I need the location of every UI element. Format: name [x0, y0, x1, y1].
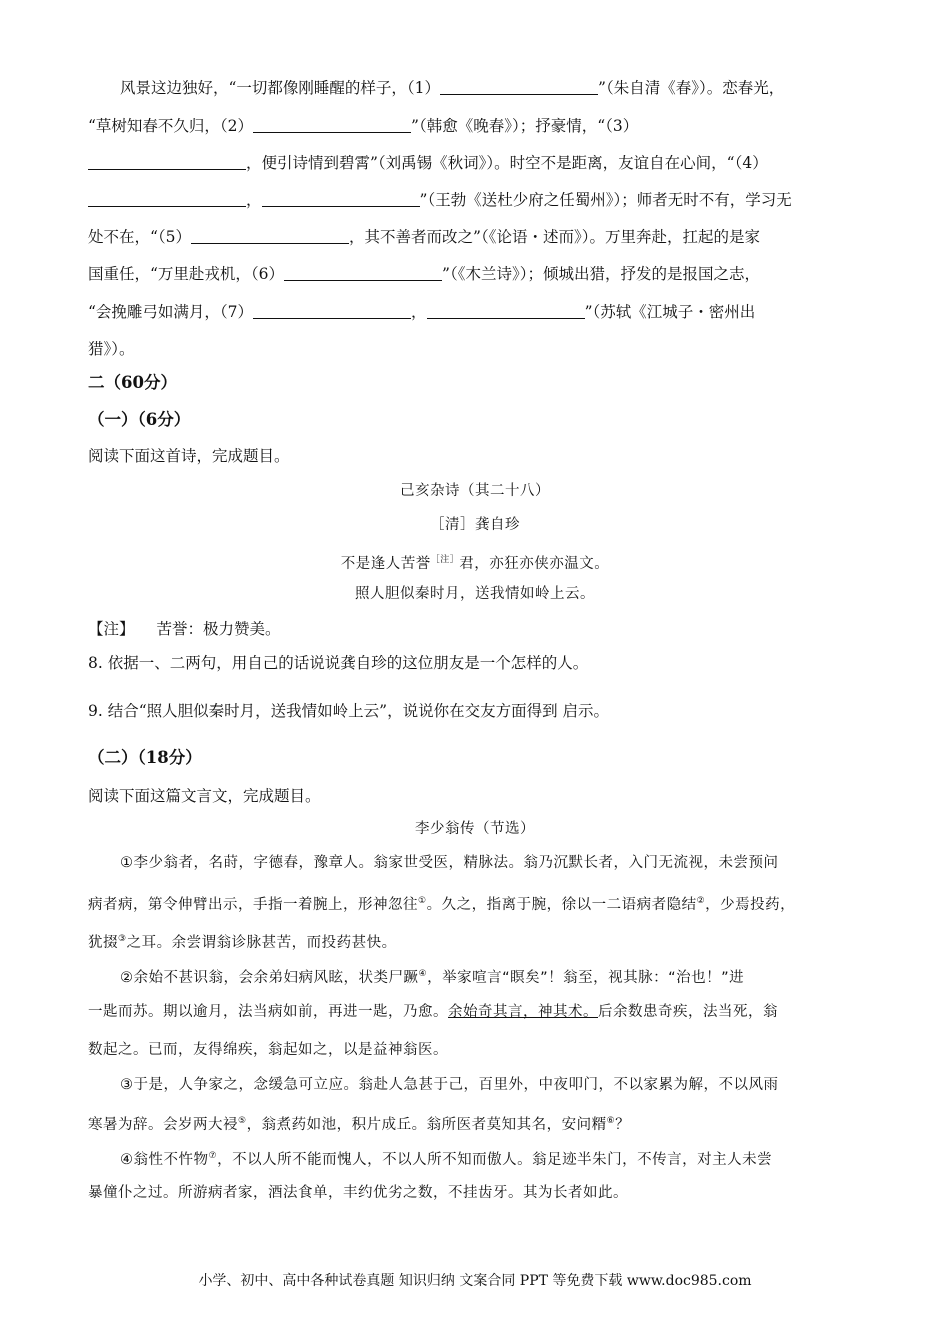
text: ”（王勃《送杜少府之任蜀州》）；师者无时不有，学习无: [419, 191, 792, 209]
part1-title: （一）（6分）: [88, 410, 191, 429]
essay-p1-line-3: [88, 929, 397, 953]
text: ，翁煮药如池，积片成丘。翁所医者莫知其名，安问糈: [246, 1117, 607, 1133]
fill-blank-line-1: [120, 78, 784, 98]
question-8: 8. 依据一、二两句，用自己的话说说龚自珍的这位朋友是一个怎样的人。: [88, 654, 589, 672]
text: 犹掇: [88, 935, 118, 951]
essay-p2-line-2: [88, 1002, 778, 1022]
part1-intro: 阅读下面这首诗，完成题目。: [88, 447, 290, 465]
text: ？: [615, 1117, 631, 1133]
question-9: 9. 结合“照人胆似秦时月，送我情如岭上云”，说说你在交友方面得到 启示。: [88, 702, 609, 720]
text: ”（朱自清《春》）。恋春光，: [598, 79, 785, 97]
text: ，举家喧言“瞑矣”！翁至，视其脉：“治也！”进: [427, 970, 745, 986]
text: ”（《木兰诗》）；倾城出猎，抒发的是报国之志，: [442, 265, 760, 283]
answer-blank-4a[interactable]: [88, 190, 246, 207]
fill-blank-line-7: [88, 302, 755, 322]
text: “草树知春不久归，（2）: [88, 117, 254, 135]
poem-line-1: [0, 550, 950, 574]
note-text: 苦誉：极力赞美。: [156, 620, 281, 638]
text: ，: [411, 303, 427, 321]
text: ，: [246, 191, 262, 209]
answer-blank-1[interactable]: [440, 78, 598, 95]
text: 君，亦狂亦侠亦温文。: [459, 556, 610, 572]
essay-p4-line-2: 暴僮仆之过。所游病者家，酒法食单，丰约优劣之数，不挂齿牙。其为长者如此。: [88, 1185, 628, 1201]
text: 之耳。余尝谓翁诊脉甚苦，而投药甚快。: [126, 935, 397, 951]
essay-p2-line-3: 数起之。已而，友得绵疾，翁起如之，以是益神翁医。: [88, 1042, 448, 1058]
text: 不是逢人苦誉: [340, 556, 431, 572]
poem-line-2: 照人胆似秦时月，送我情如岭上云。: [355, 586, 595, 602]
answer-blank-6[interactable]: [284, 264, 442, 281]
answer-blank-2[interactable]: [253, 116, 411, 133]
footnote-marker: ⑥: [606, 1116, 616, 1126]
part2-intro: 阅读下面这篇文言文，完成题目。: [88, 787, 321, 805]
fill-blank-line-4: [88, 190, 792, 210]
essay-p4-line-1: [120, 1146, 772, 1170]
answer-blank-3[interactable]: [88, 153, 246, 170]
text: 国重任，“万里赴戎机，（6）: [88, 265, 285, 283]
text: ”（韩愈《晚春》）；抒豪情，“（3）: [411, 117, 639, 135]
text: ，便引诗情到碧霄”（刘禹锡《秋词》）。时空不是距离，友谊自在心间，“（4）: [246, 154, 768, 172]
fill-blank-line-5: [88, 227, 760, 247]
text: ”（苏轼《江城子・密州出: [584, 303, 756, 321]
text: ④翁性不忤物: [120, 1152, 209, 1168]
fill-blank-line-8: 猎》）。: [88, 340, 135, 358]
note-label: 【注】: [88, 620, 135, 638]
answer-blank-7a[interactable]: [253, 302, 411, 319]
poem-author: ［清］龚自珍: [430, 517, 520, 533]
text: 处不在，“（5）: [88, 228, 192, 246]
essay-p3-line-2: [88, 1111, 630, 1135]
poem-note: [88, 619, 281, 639]
footnote-marker: ④: [418, 969, 428, 979]
page-footer: 小学、初中、高中各种试卷真题 知识归纳 文案合同 PPT 等免费下载 www.doc985.com: [198, 1273, 752, 1289]
answer-blank-7b[interactable]: [427, 302, 585, 319]
note-marker: ［注］: [430, 555, 460, 565]
text: “会挽雕弓如满月，（7）: [88, 303, 254, 321]
text: 后余数患奇疾，法当死，翁: [598, 1004, 778, 1020]
footnote-marker: ⑦: [208, 1151, 218, 1161]
text: 。久之，指离于腕，徐以一二语病者隐结: [426, 897, 697, 913]
text: 病者病，第令伸臂出示，手指一着腕上，形神忽往: [88, 897, 418, 913]
footnote-marker: ③: [118, 934, 127, 944]
part2-title: （二）（18分）: [88, 748, 202, 767]
essay-p2-line-1: [120, 964, 744, 988]
footnote-marker: ②: [696, 896, 706, 906]
footnote-marker: ①: [418, 896, 427, 906]
fill-blank-line-3: [88, 153, 768, 173]
essay-title: 李少翁传（节选）: [415, 821, 535, 837]
text: 寒暑为辞。会岁两大祲: [88, 1117, 238, 1133]
poem-title: 己亥杂诗（其二十八）: [400, 483, 550, 499]
answer-blank-4b[interactable]: [262, 190, 420, 207]
text: ②余始不甚识翁，会余弟妇病风眩，状类尸蹶: [120, 970, 419, 986]
text: ，其不善者而改之”（《论语・述而》）。万里奔赴，扛起的是家: [349, 228, 760, 246]
essay-p3-line-1: ③于是，人争家之，念缓急可立应。翁赴人急甚于己，百里外，中夜叩门，不以家累为解，不以风雨: [120, 1077, 779, 1093]
text: 风景这边独好，“一切都像刚睡醒的样子，（1）: [120, 79, 441, 97]
answer-blank-5[interactable]: [191, 227, 349, 244]
essay-p1-line-1: ①李少翁者，名莳，字德春，豫章人。翁家世受医，精脉法。翁乃沉默长者，入门无流视，未尝预问: [120, 855, 779, 871]
section-title: 二（60分）: [88, 373, 177, 392]
essay-p1-line-2: [88, 891, 795, 915]
fill-blank-line-2: [88, 116, 638, 136]
text: ，少焉投药，: [705, 897, 796, 913]
footnote-marker: ⑤: [238, 1116, 247, 1126]
text: ，不以人所不能而愧人，不以人所不知而傲人。翁足迹半朱门，不传言，对主人未尝: [217, 1152, 773, 1168]
fill-blank-line-6: [88, 264, 760, 284]
text: 一匙而苏。期以逾月，法当病如前，再进一匙，乃愈。: [88, 1004, 448, 1020]
underlined-sentence: 余始奇其言，神其术。: [448, 1004, 598, 1020]
